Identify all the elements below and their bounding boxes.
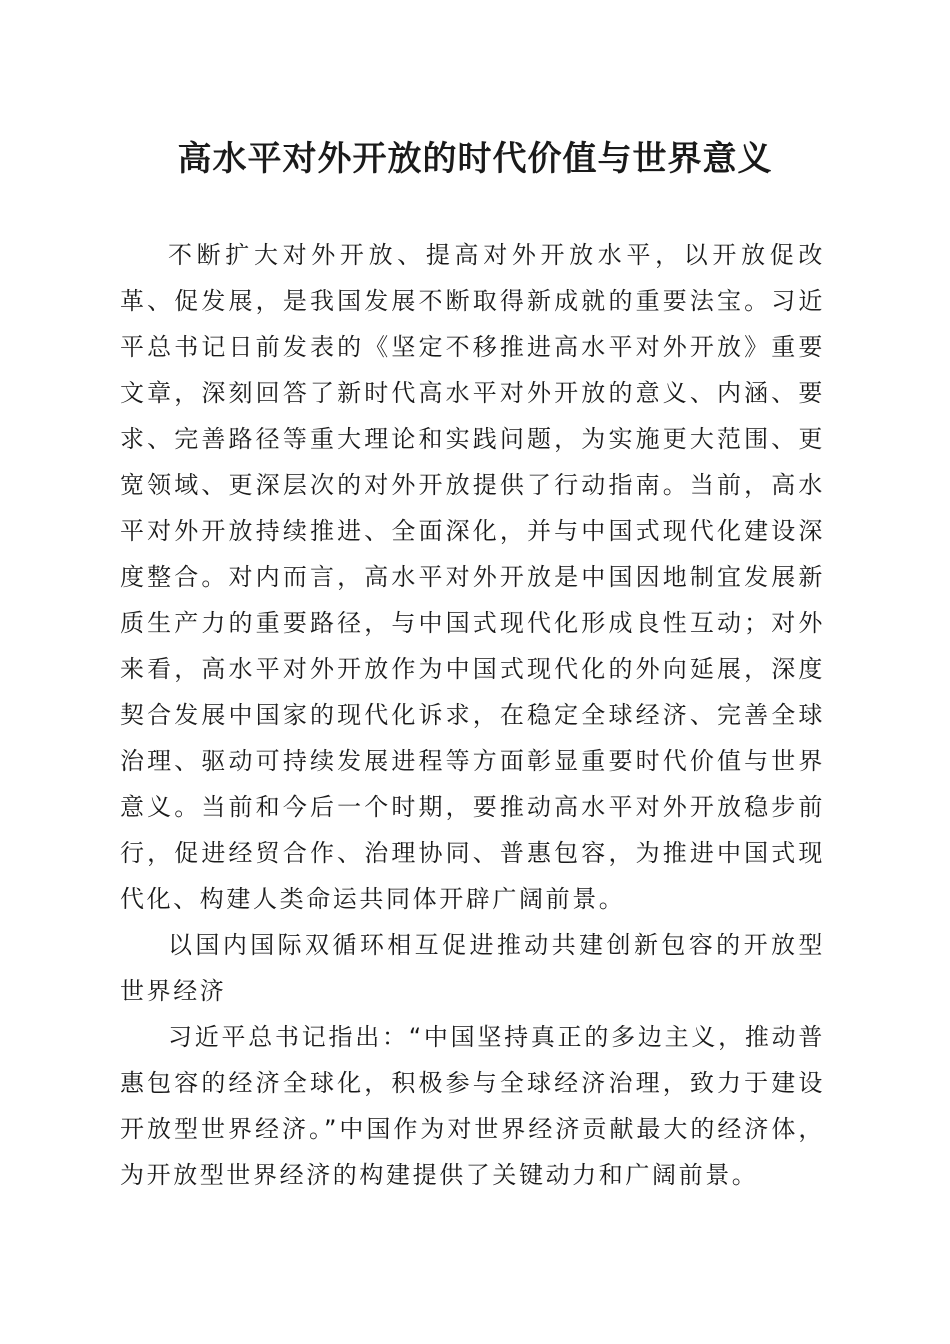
document-title: 高水平对外开放的时代价值与世界意义 xyxy=(177,139,773,179)
intro-paragraph: 不断扩大对外开放、提高对外开放水平，以开放促改革、促发展，是我国发展不断取得新成就的重要法宝。习近平总书记日前发表的《坚定不移推进高水平对外开放》重要文章，深刻回答了新时代高水平对外开放的意义、内涵、要求、完善路径等重大理论和实践问题，为实施更大范围、更宽领域、更深层次的对外开放提供了行动指南。当前，高水平对外开放持续推进、全面深化，并与中国式现代化建设深度整合。对内而言，高水平对外开放是中国因地制宜发展新质生产力的重要路径，与中国式现代化形成良性互动；对外来看，高水平对外开放作为中国式现代化的外向延展，深度契合发展中国家的现代化诉求，在稳定全球经济、完善全球治理、驱动可持续发展进程等方面彰显重要时代价值与世界意义。当前和今后一个时期，要推动高水平对外开放稳步前行，促进经贸合作、治理协同、普惠包容，为推进中国式现代化、构建人类命运共同体开辟广阔前景。 xyxy=(120,241,825,913)
section-paragraph: 习近平总书记指出：“中国坚持真正的多边主义，推动普惠包容的经济全球化，积极参与全球经济治理，致力于建设开放型世界经济。”中国作为对世界经济贡献最大的经济体，为开放型世界经济的构建提供了关键动力和广阔前景。 xyxy=(120,1023,825,1189)
document-body xyxy=(120,232,825,1198)
section-heading: 以国内国际双循环相互促进推动共建创新包容的开放型世界经济 xyxy=(120,931,825,1005)
